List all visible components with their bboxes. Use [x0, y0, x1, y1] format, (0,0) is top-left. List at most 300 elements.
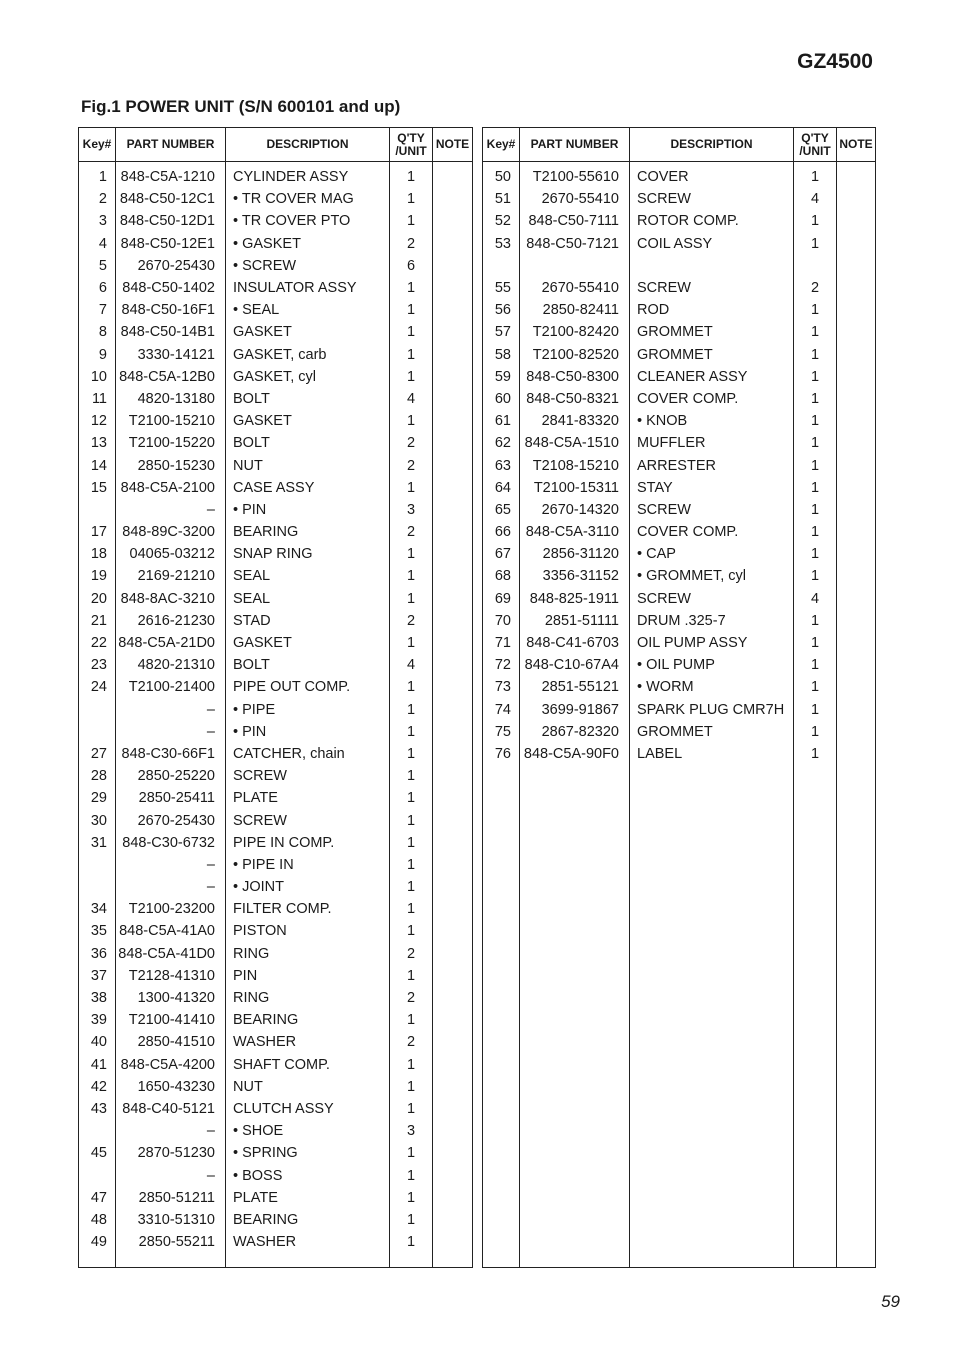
qty-cell: 1 [390, 809, 433, 831]
qty-cell: 1 [794, 521, 837, 543]
part-number-cell: 2850-25220 [116, 765, 226, 787]
key-cell: 70 [483, 610, 520, 632]
key-cell: 2 [79, 188, 116, 210]
qty-cell: 1 [390, 699, 433, 721]
key-cell: 41 [79, 1054, 116, 1076]
note-cell [433, 765, 473, 787]
note-cell [433, 654, 473, 676]
part-number-cell: 2169-21210 [116, 565, 226, 587]
table-row [483, 321, 876, 343]
qty-cell: 1 [390, 1142, 433, 1164]
note-cell [433, 987, 473, 1009]
description-cell: • TR COVER MAG [226, 188, 390, 210]
header-qty-line1: Q'TY [801, 130, 829, 145]
key-cell: 17 [79, 521, 116, 543]
table-row [79, 876, 473, 898]
header-key: Key# [79, 128, 116, 162]
part-number-cell: 2670-55410 [520, 188, 630, 210]
note-cell [433, 277, 473, 299]
description-cell: GASKET [226, 410, 390, 432]
table-row [483, 432, 876, 454]
table-row [483, 210, 876, 232]
part-number-cell: T2100-82520 [520, 344, 630, 366]
header-description: DESCRIPTION [226, 128, 390, 162]
description-cell: BOLT [226, 388, 390, 410]
note-cell [433, 1209, 473, 1231]
qty-cell: 1 [390, 543, 433, 565]
qty-cell: 1 [390, 787, 433, 809]
qty-cell: 1 [390, 188, 433, 210]
qty-cell: 4 [794, 188, 837, 210]
part-number-cell: 848-C5A-90F0 [520, 743, 630, 765]
note-cell [837, 743, 876, 765]
qty-cell: 1 [794, 454, 837, 476]
key-cell: 39 [79, 1009, 116, 1031]
description-cell: • SPRING [226, 1142, 390, 1164]
description-cell: • SEAL [226, 299, 390, 321]
description-cell: STAD [226, 610, 390, 632]
qty-cell: 1 [390, 632, 433, 654]
note-cell [433, 632, 473, 654]
part-number-cell: 848-C5A-21D0 [116, 632, 226, 654]
table-row [483, 721, 876, 743]
qty-cell: 1 [390, 965, 433, 987]
filler-cell [79, 1253, 116, 1267]
key-cell: 3 [79, 210, 116, 232]
note-cell [837, 477, 876, 499]
note-cell [433, 344, 473, 366]
key-cell: 73 [483, 676, 520, 698]
table-row [483, 588, 876, 610]
description-cell: GROMMET [630, 321, 794, 343]
key-cell: 29 [79, 787, 116, 809]
part-number-cell: 2670-25430 [116, 809, 226, 831]
key-cell: 76 [483, 743, 520, 765]
note-cell [433, 588, 473, 610]
description-cell: PLATE [226, 1187, 390, 1209]
note-cell [433, 477, 473, 499]
description-cell: ROTOR COMP. [630, 210, 794, 232]
note-cell [433, 432, 473, 454]
description-cell [630, 255, 794, 277]
table-row [79, 987, 473, 1009]
part-number-cell: 2850-15230 [116, 454, 226, 476]
note-cell [433, 233, 473, 255]
table-row [79, 344, 473, 366]
table-filler-row [79, 1253, 473, 1267]
qty-cell: 1 [390, 588, 433, 610]
description-cell: BEARING [226, 1209, 390, 1231]
qty-cell: 2 [794, 277, 837, 299]
table-row [79, 809, 473, 831]
qty-cell: 1 [794, 654, 837, 676]
note-cell [433, 521, 473, 543]
qty-cell: 2 [390, 987, 433, 1009]
table-row [79, 1164, 473, 1186]
key-cell: 8 [79, 321, 116, 343]
filler-cell [630, 765, 794, 1267]
description-cell: BEARING [226, 521, 390, 543]
header-qty-line2: /UNIT [395, 143, 427, 158]
note-cell [433, 1009, 473, 1031]
key-cell: 30 [79, 809, 116, 831]
key-cell: 10 [79, 366, 116, 388]
description-cell: NUT [226, 1076, 390, 1098]
table-row [79, 299, 473, 321]
part-number-cell: 848-C5A-41A0 [116, 920, 226, 942]
description-cell: SPARK PLUG CMR7H [630, 699, 794, 721]
key-cell: 74 [483, 699, 520, 721]
table-row [79, 610, 473, 632]
filler-cell [390, 1253, 433, 1267]
note-cell [837, 162, 876, 189]
qty-cell: 4 [390, 388, 433, 410]
qty-cell: 4 [794, 588, 837, 610]
table-row [79, 388, 473, 410]
note-cell [433, 876, 473, 898]
note-cell [433, 410, 473, 432]
note-cell [433, 255, 473, 277]
description-cell: CASE ASSY [226, 477, 390, 499]
table-row [79, 588, 473, 610]
table-row [483, 477, 876, 499]
part-number-cell: 848-C50-8300 [520, 366, 630, 388]
key-cell: 28 [79, 765, 116, 787]
description-cell: • TR COVER PTO [226, 210, 390, 232]
qty-cell: 4 [390, 654, 433, 676]
description-cell: • JOINT [226, 876, 390, 898]
qty-cell: 2 [390, 432, 433, 454]
table-row [483, 255, 876, 277]
part-number-cell: 848-C5A-3110 [520, 521, 630, 543]
description-cell: RING [226, 943, 390, 965]
part-number-cell: 848-C50-12C1 [116, 188, 226, 210]
description-cell: SCREW [630, 499, 794, 521]
qty-cell: 1 [390, 1098, 433, 1120]
note-cell [433, 787, 473, 809]
key-cell [79, 1120, 116, 1142]
key-cell: 62 [483, 432, 520, 454]
description-cell: DRUM .325-7 [630, 610, 794, 632]
header-qty-line2: /UNIT [799, 143, 831, 158]
description-cell: SCREW [226, 809, 390, 831]
part-number-cell: 2670-25430 [116, 255, 226, 277]
part-number-cell: 2841-83320 [520, 410, 630, 432]
description-cell: NUT [226, 454, 390, 476]
note-cell [837, 499, 876, 521]
key-cell: 69 [483, 588, 520, 610]
qty-cell: 1 [794, 162, 837, 189]
part-number-cell: – [116, 854, 226, 876]
description-cell: CYLINDER ASSY [226, 162, 390, 189]
table-row [79, 1076, 473, 1098]
note-cell [433, 809, 473, 831]
qty-cell: 1 [390, 1054, 433, 1076]
table-row [79, 521, 473, 543]
qty-cell: 1 [794, 410, 837, 432]
part-number-cell: 848-825-1911 [520, 588, 630, 610]
part-number-cell: 848-89C-3200 [116, 521, 226, 543]
part-number-cell: 1300-41320 [116, 987, 226, 1009]
part-number-cell: – [116, 699, 226, 721]
part-number-cell: – [116, 876, 226, 898]
part-number-cell: 2670-14320 [520, 499, 630, 521]
key-cell: 53 [483, 233, 520, 255]
key-cell: 15 [79, 477, 116, 499]
part-number-cell: T2100-23200 [116, 898, 226, 920]
key-cell: 63 [483, 454, 520, 476]
description-cell: GASKET, carb [226, 344, 390, 366]
qty-cell: 1 [794, 366, 837, 388]
description-cell: FILTER COMP. [226, 898, 390, 920]
part-number-cell: – [116, 1164, 226, 1186]
key-cell: 34 [79, 898, 116, 920]
part-number-cell: 2850-41510 [116, 1031, 226, 1053]
table-row [483, 454, 876, 476]
qty-cell: 1 [390, 1209, 433, 1231]
note-cell [433, 1142, 473, 1164]
parts-table-left [78, 127, 473, 1268]
qty-cell: 1 [390, 277, 433, 299]
part-number-cell: 2851-51111 [520, 610, 630, 632]
key-cell: 6 [79, 277, 116, 299]
part-number-cell: 848-C50-16F1 [116, 299, 226, 321]
note-cell [837, 388, 876, 410]
key-cell: 75 [483, 721, 520, 743]
qty-cell: 1 [794, 632, 837, 654]
key-cell: 49 [79, 1231, 116, 1253]
qty-cell: 3 [390, 499, 433, 521]
key-cell: 20 [79, 588, 116, 610]
key-cell: 67 [483, 543, 520, 565]
qty-cell: 1 [390, 1009, 433, 1031]
table-row [483, 233, 876, 255]
key-cell: 9 [79, 344, 116, 366]
qty-cell: 1 [390, 676, 433, 698]
note-cell [433, 898, 473, 920]
table-row [483, 565, 876, 587]
description-cell: CLEANER ASSY [630, 366, 794, 388]
qty-cell: 1 [390, 299, 433, 321]
header-qty-line1: Q'TY [397, 130, 425, 145]
table-row [483, 410, 876, 432]
description-cell: • PIN [226, 499, 390, 521]
qty-cell: 1 [390, 1076, 433, 1098]
header-note: NOTE [433, 128, 473, 162]
qty-cell: 1 [390, 832, 433, 854]
key-cell [483, 255, 520, 277]
qty-cell: 1 [390, 898, 433, 920]
part-number-cell: 2850-82411 [520, 299, 630, 321]
table-row [79, 499, 473, 521]
key-cell [79, 1164, 116, 1186]
note-cell [433, 388, 473, 410]
qty-cell: 1 [390, 344, 433, 366]
qty-cell: 1 [794, 676, 837, 698]
table-row [483, 188, 876, 210]
qty-cell: 1 [390, 1164, 433, 1186]
part-number-cell: 2870-51230 [116, 1142, 226, 1164]
table-row [483, 162, 876, 189]
qty-cell [794, 255, 837, 277]
part-number-cell: 848-C40-5121 [116, 1098, 226, 1120]
description-cell: PISTON [226, 920, 390, 942]
note-cell [433, 920, 473, 942]
note-cell [837, 588, 876, 610]
filler-cell [794, 765, 837, 1267]
note-cell [837, 654, 876, 676]
filler-cell [837, 765, 876, 1267]
table-row [79, 162, 473, 189]
part-number-cell: – [116, 721, 226, 743]
table-row [483, 277, 876, 299]
part-number-cell: 2850-51211 [116, 1187, 226, 1209]
table-row [483, 610, 876, 632]
header-part-number: PART NUMBER [116, 128, 226, 162]
part-number-cell: 848-C30-6732 [116, 832, 226, 854]
table-row [483, 499, 876, 521]
table-row [483, 699, 876, 721]
key-cell: 71 [483, 632, 520, 654]
table-row [79, 1187, 473, 1209]
description-cell: • SCREW [226, 255, 390, 277]
part-number-cell: 3356-31152 [520, 565, 630, 587]
qty-cell: 1 [390, 321, 433, 343]
part-number-cell: 4820-13180 [116, 388, 226, 410]
part-number-cell: T2100-15210 [116, 410, 226, 432]
note-cell [837, 632, 876, 654]
description-cell: COVER [630, 162, 794, 189]
description-cell: PIPE IN COMP. [226, 832, 390, 854]
description-cell: RING [226, 987, 390, 1009]
filler-cell [483, 765, 520, 1267]
description-cell: • GROMMET, cyl [630, 565, 794, 587]
part-number-cell: T2100-82420 [520, 321, 630, 343]
part-number-cell: T2100-55610 [520, 162, 630, 189]
note-cell [433, 965, 473, 987]
description-cell: GASKET, cyl [226, 366, 390, 388]
part-number-cell: 848-8AC-3210 [116, 588, 226, 610]
note-cell [837, 255, 876, 277]
key-cell: 14 [79, 454, 116, 476]
part-number-cell [520, 255, 630, 277]
note-cell [837, 277, 876, 299]
table-row [79, 565, 473, 587]
note-cell [433, 1054, 473, 1076]
description-cell: • PIN [226, 721, 390, 743]
key-cell: 36 [79, 943, 116, 965]
table-row [79, 632, 473, 654]
part-number-cell: 848-C41-6703 [520, 632, 630, 654]
description-cell: SCREW [630, 588, 794, 610]
note-cell [837, 432, 876, 454]
table-row [79, 210, 473, 232]
note-cell [433, 943, 473, 965]
key-cell: 52 [483, 210, 520, 232]
description-cell: CATCHER, chain [226, 743, 390, 765]
key-cell: 35 [79, 920, 116, 942]
qty-cell: 1 [794, 610, 837, 632]
note-cell [433, 1076, 473, 1098]
key-cell: 55 [483, 277, 520, 299]
qty-cell: 1 [794, 299, 837, 321]
qty-cell: 1 [390, 565, 433, 587]
description-cell: • GASKET [226, 233, 390, 255]
note-cell [433, 162, 473, 189]
note-cell [433, 743, 473, 765]
qty-cell: 3 [390, 1120, 433, 1142]
part-number-cell: 848-C50-7111 [520, 210, 630, 232]
filler-cell [226, 1253, 390, 1267]
table-row [79, 277, 473, 299]
part-number-cell: – [116, 1120, 226, 1142]
note-cell [433, 543, 473, 565]
note-cell [433, 1187, 473, 1209]
note-cell [433, 832, 473, 854]
part-number-cell: 2850-25411 [116, 787, 226, 809]
table-row [79, 410, 473, 432]
key-cell: 40 [79, 1031, 116, 1053]
key-cell: 4 [79, 233, 116, 255]
key-cell [79, 499, 116, 521]
table-row [79, 1031, 473, 1053]
part-number-cell: 2670-55410 [520, 277, 630, 299]
part-number-cell: 848-C50-14B1 [116, 321, 226, 343]
qty-cell: 2 [390, 943, 433, 965]
qty-cell: 1 [390, 743, 433, 765]
part-number-cell: 848-C50-12E1 [116, 233, 226, 255]
table-row [79, 676, 473, 698]
table-row [79, 765, 473, 787]
key-cell: 31 [79, 832, 116, 854]
header-part-number: PART NUMBER [520, 128, 630, 162]
table-row [79, 654, 473, 676]
key-cell: 13 [79, 432, 116, 454]
qty-cell: 6 [390, 255, 433, 277]
key-cell: 7 [79, 299, 116, 321]
description-cell: • CAP [630, 543, 794, 565]
note-cell [433, 188, 473, 210]
filler-cell [116, 1253, 226, 1267]
figure-title: Fig.1 POWER UNIT (S/N 600101 and up) [81, 97, 401, 116]
header-description: DESCRIPTION [630, 128, 794, 162]
note-cell [433, 610, 473, 632]
table-row [483, 676, 876, 698]
key-cell: 18 [79, 543, 116, 565]
qty-cell: 1 [794, 565, 837, 587]
key-cell: 11 [79, 388, 116, 410]
qty-cell: 1 [794, 432, 837, 454]
key-cell: 72 [483, 654, 520, 676]
part-number-cell: T2100-15311 [520, 477, 630, 499]
part-number-cell: 848-C50-1402 [116, 277, 226, 299]
model-name: GZ4500 [797, 50, 873, 73]
key-cell: 43 [79, 1098, 116, 1120]
key-cell: 38 [79, 987, 116, 1009]
note-cell [433, 1031, 473, 1053]
filler-cell [520, 765, 630, 1267]
description-cell: WASHER [226, 1031, 390, 1053]
key-cell [79, 721, 116, 743]
description-cell: BEARING [226, 1009, 390, 1031]
page-number: 59 [881, 1292, 900, 1311]
part-number-cell: 1650-43230 [116, 1076, 226, 1098]
table-row [79, 1142, 473, 1164]
note-cell [433, 366, 473, 388]
table-row [79, 233, 473, 255]
description-cell: SCREW [630, 277, 794, 299]
description-cell: COVER COMP. [630, 388, 794, 410]
